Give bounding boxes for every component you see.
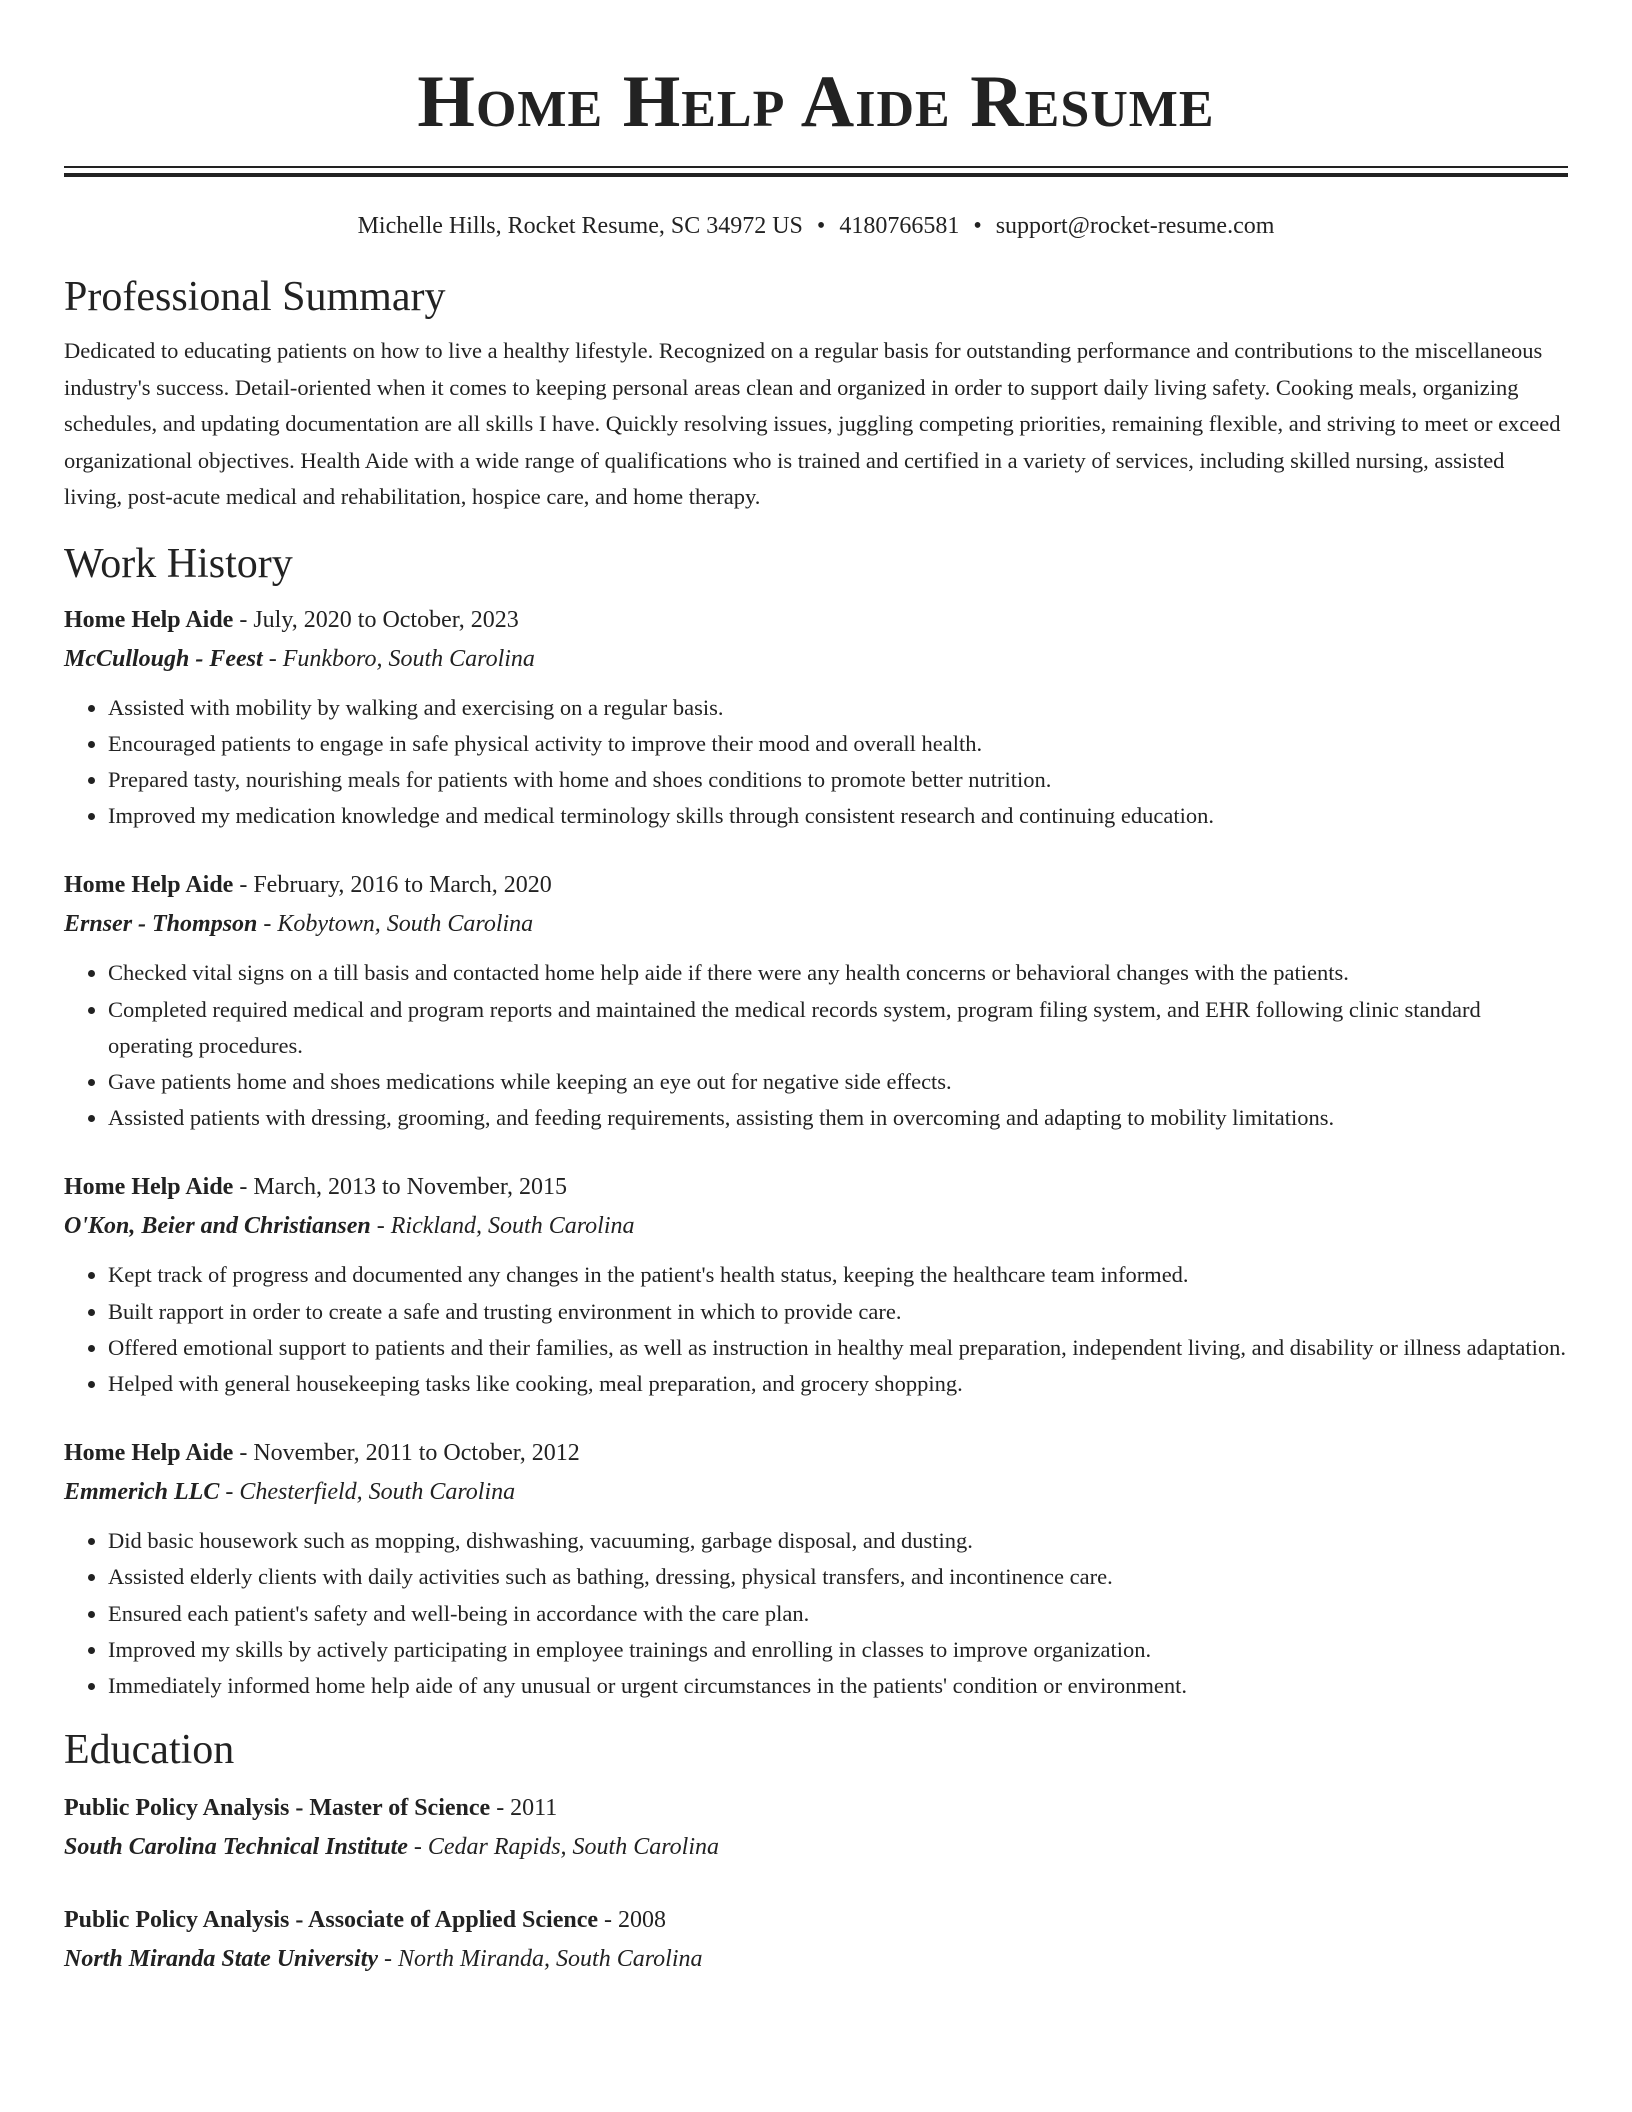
job-company-line [64, 1207, 1568, 1246]
contact-separator: • [973, 213, 982, 239]
job-bullet: • Improved my skills by actively participating in employee trainings and enrolling in classes to improve organization. [108, 1632, 1568, 1668]
job-location: - Chesterfield, South Carolina [219, 1479, 516, 1506]
job-bullet: • Offered emotional support to patients and their families, as well as instruction in healthy meal preparation, independent living, and disability or illness adaptation. [108, 1330, 1568, 1366]
education-entry [64, 1901, 1568, 1979]
contact-email: support@rocket-resume.com [995, 213, 1275, 239]
job-title-line [64, 1168, 1568, 1207]
education-location: - North Miranda, South Carolina [378, 1946, 703, 1973]
job-title: Home Help Aide [64, 1174, 234, 1201]
education-location: - Cedar Rapids, South Carolina [407, 1834, 720, 1861]
job-dates: - March, 2013 to November, 2015 [233, 1174, 567, 1201]
job-location: - Kobytown, South Carolina [257, 911, 534, 938]
job-bullet: • Immediately informed home help aide of any unusual or urgent circumstances in the patients' condition or environment. [108, 1668, 1568, 1704]
education-degree: Public Policy Analysis - Master of Science [64, 1795, 491, 1822]
contact-phone: 4180766581 [839, 213, 960, 239]
job-company-line [64, 640, 1568, 679]
education-school: North Miranda State University [64, 1946, 379, 1973]
job-bullets [64, 690, 1568, 835]
education-school: South Carolina Technical Institute [64, 1834, 408, 1861]
job-bullet: • Assisted elderly clients with daily activities such as bathing, dressing, physical transfers, and incontinence care. [108, 1559, 1568, 1595]
contact-separator: • [816, 213, 826, 239]
job-company: O'Kon, Beier and Christiansen [64, 1213, 371, 1240]
contact-address: Michelle Hills, Rocket Resume, SC 34972 US [357, 213, 803, 239]
job-dates: - February, 2016 to March, 2020 [233, 872, 552, 899]
job-dates: - July, 2020 to October, 2023 [233, 606, 519, 633]
job-company-line [64, 905, 1568, 944]
job-bullets [64, 1257, 1568, 1402]
job-title-line [64, 601, 1568, 640]
job-bullet: • Built rapport in order to create a safe and trusting environment in which to provide care. [108, 1294, 1568, 1330]
job-bullet: • Helped with general housekeeping tasks like cooking, meal preparation, and grocery shopping. [108, 1366, 1568, 1402]
job-bullet: • Gave patients home and shoes medications while keeping an eye out for negative side effects. [108, 1064, 1568, 1100]
education-degree-line [64, 1789, 1568, 1828]
education-year: - 2011 [490, 1795, 558, 1822]
education-school-line [64, 1828, 1568, 1867]
job-company: McCullough - Feest [64, 645, 263, 672]
job-title: Home Help Aide [64, 606, 234, 633]
education-year: - 2008 [598, 1907, 667, 1934]
job-bullet: • Checked vital signs on a till basis and contacted home help aide if there were any health concerns or behavioral changes with the patients. [108, 955, 1568, 991]
education-entry [64, 1789, 1568, 1867]
job-title-line [64, 866, 1568, 905]
job-company: Emmerich LLC [64, 1479, 220, 1506]
job-bullet: • Completed required medical and program reports and maintained the medical records system, program filing system, and EHR following clinic standard operating procedures. [108, 992, 1568, 1064]
job-bullet: • Prepared tasty, nourishing meals for patients with home and shoes conditions to promote better nutrition. [108, 762, 1568, 798]
resume-title: Home Help Aide Resume [417, 61, 1215, 143]
education-heading: Education [64, 1727, 235, 1774]
title-divider-thick [64, 173, 1568, 177]
job-bullet: • Ensured each patient's safety and well-being in accordance with the care plan. [108, 1596, 1568, 1632]
job-company: Ernser - Thompson [64, 911, 258, 938]
summary-text: Dedicated to educating patients on how to live a healthy lifestyle. Recognized on a regular basis for outstanding performance and contributions to the miscellaneous industry's success. Detail-oriented when it comes to keeping personal areas clean and organized in order to support daily living safety. Cooking meals, organizing schedules, and updating documentation are all skills I have. Quickly resolving issues, juggling competing priorities, remaining flexible, and striving to meet or exceed organizational objectives. Health Aide with a wide range of qualifications who is trained and certified in a variety of services, including skilled nursing, assisted living, post-acute medical and rehabilitation, hospice care, and home therapy. [64, 338, 1561, 509]
job-entry [64, 1434, 1568, 1704]
job-bullet: • Assisted patients with dressing, grooming, and feeding requirements, assisting them in overcoming and adapting to mobility limitations. [108, 1100, 1568, 1136]
job-location: - Rickland, South Carolina [370, 1213, 635, 1240]
summary-heading: Professional Summary [64, 274, 446, 320]
job-bullet: • Kept track of progress and documented any changes in the patient's health status, keeping the healthcare team informed. [108, 1257, 1568, 1293]
contact-line [64, 210, 1568, 242]
education-degree: Public Policy Analysis - Associate of Applied Science [64, 1907, 599, 1934]
job-title: Home Help Aide [64, 872, 234, 899]
title-divider-thin [64, 166, 1568, 168]
job-entry [64, 866, 1568, 1136]
work-history-heading: Work History [64, 540, 293, 587]
job-bullet: • Assisted with mobility by walking and exercising on a regular basis. [108, 690, 1568, 726]
job-title-line [64, 1434, 1568, 1473]
job-bullet: • Did basic housework such as mopping, dishwashing, vacuuming, garbage disposal, and dusting. [108, 1523, 1568, 1559]
job-bullets [64, 1523, 1568, 1704]
job-entry [64, 601, 1568, 835]
job-company-line [64, 1473, 1568, 1512]
job-bullets [64, 955, 1568, 1136]
job-dates: - November, 2011 to October, 2012 [233, 1440, 580, 1467]
job-bullet: • Encouraged patients to engage in safe physical activity to improve their mood and overall health. [108, 726, 1568, 762]
job-entry [64, 1168, 1568, 1402]
job-bullet: • Improved my medication knowledge and medical terminology skills through consistent research and continuing education. [108, 798, 1568, 834]
education-degree-line [64, 1901, 1568, 1940]
job-title: Home Help Aide [64, 1440, 234, 1467]
education-school-line [64, 1940, 1568, 1979]
job-location: - Funkboro, South Carolina [262, 645, 535, 672]
